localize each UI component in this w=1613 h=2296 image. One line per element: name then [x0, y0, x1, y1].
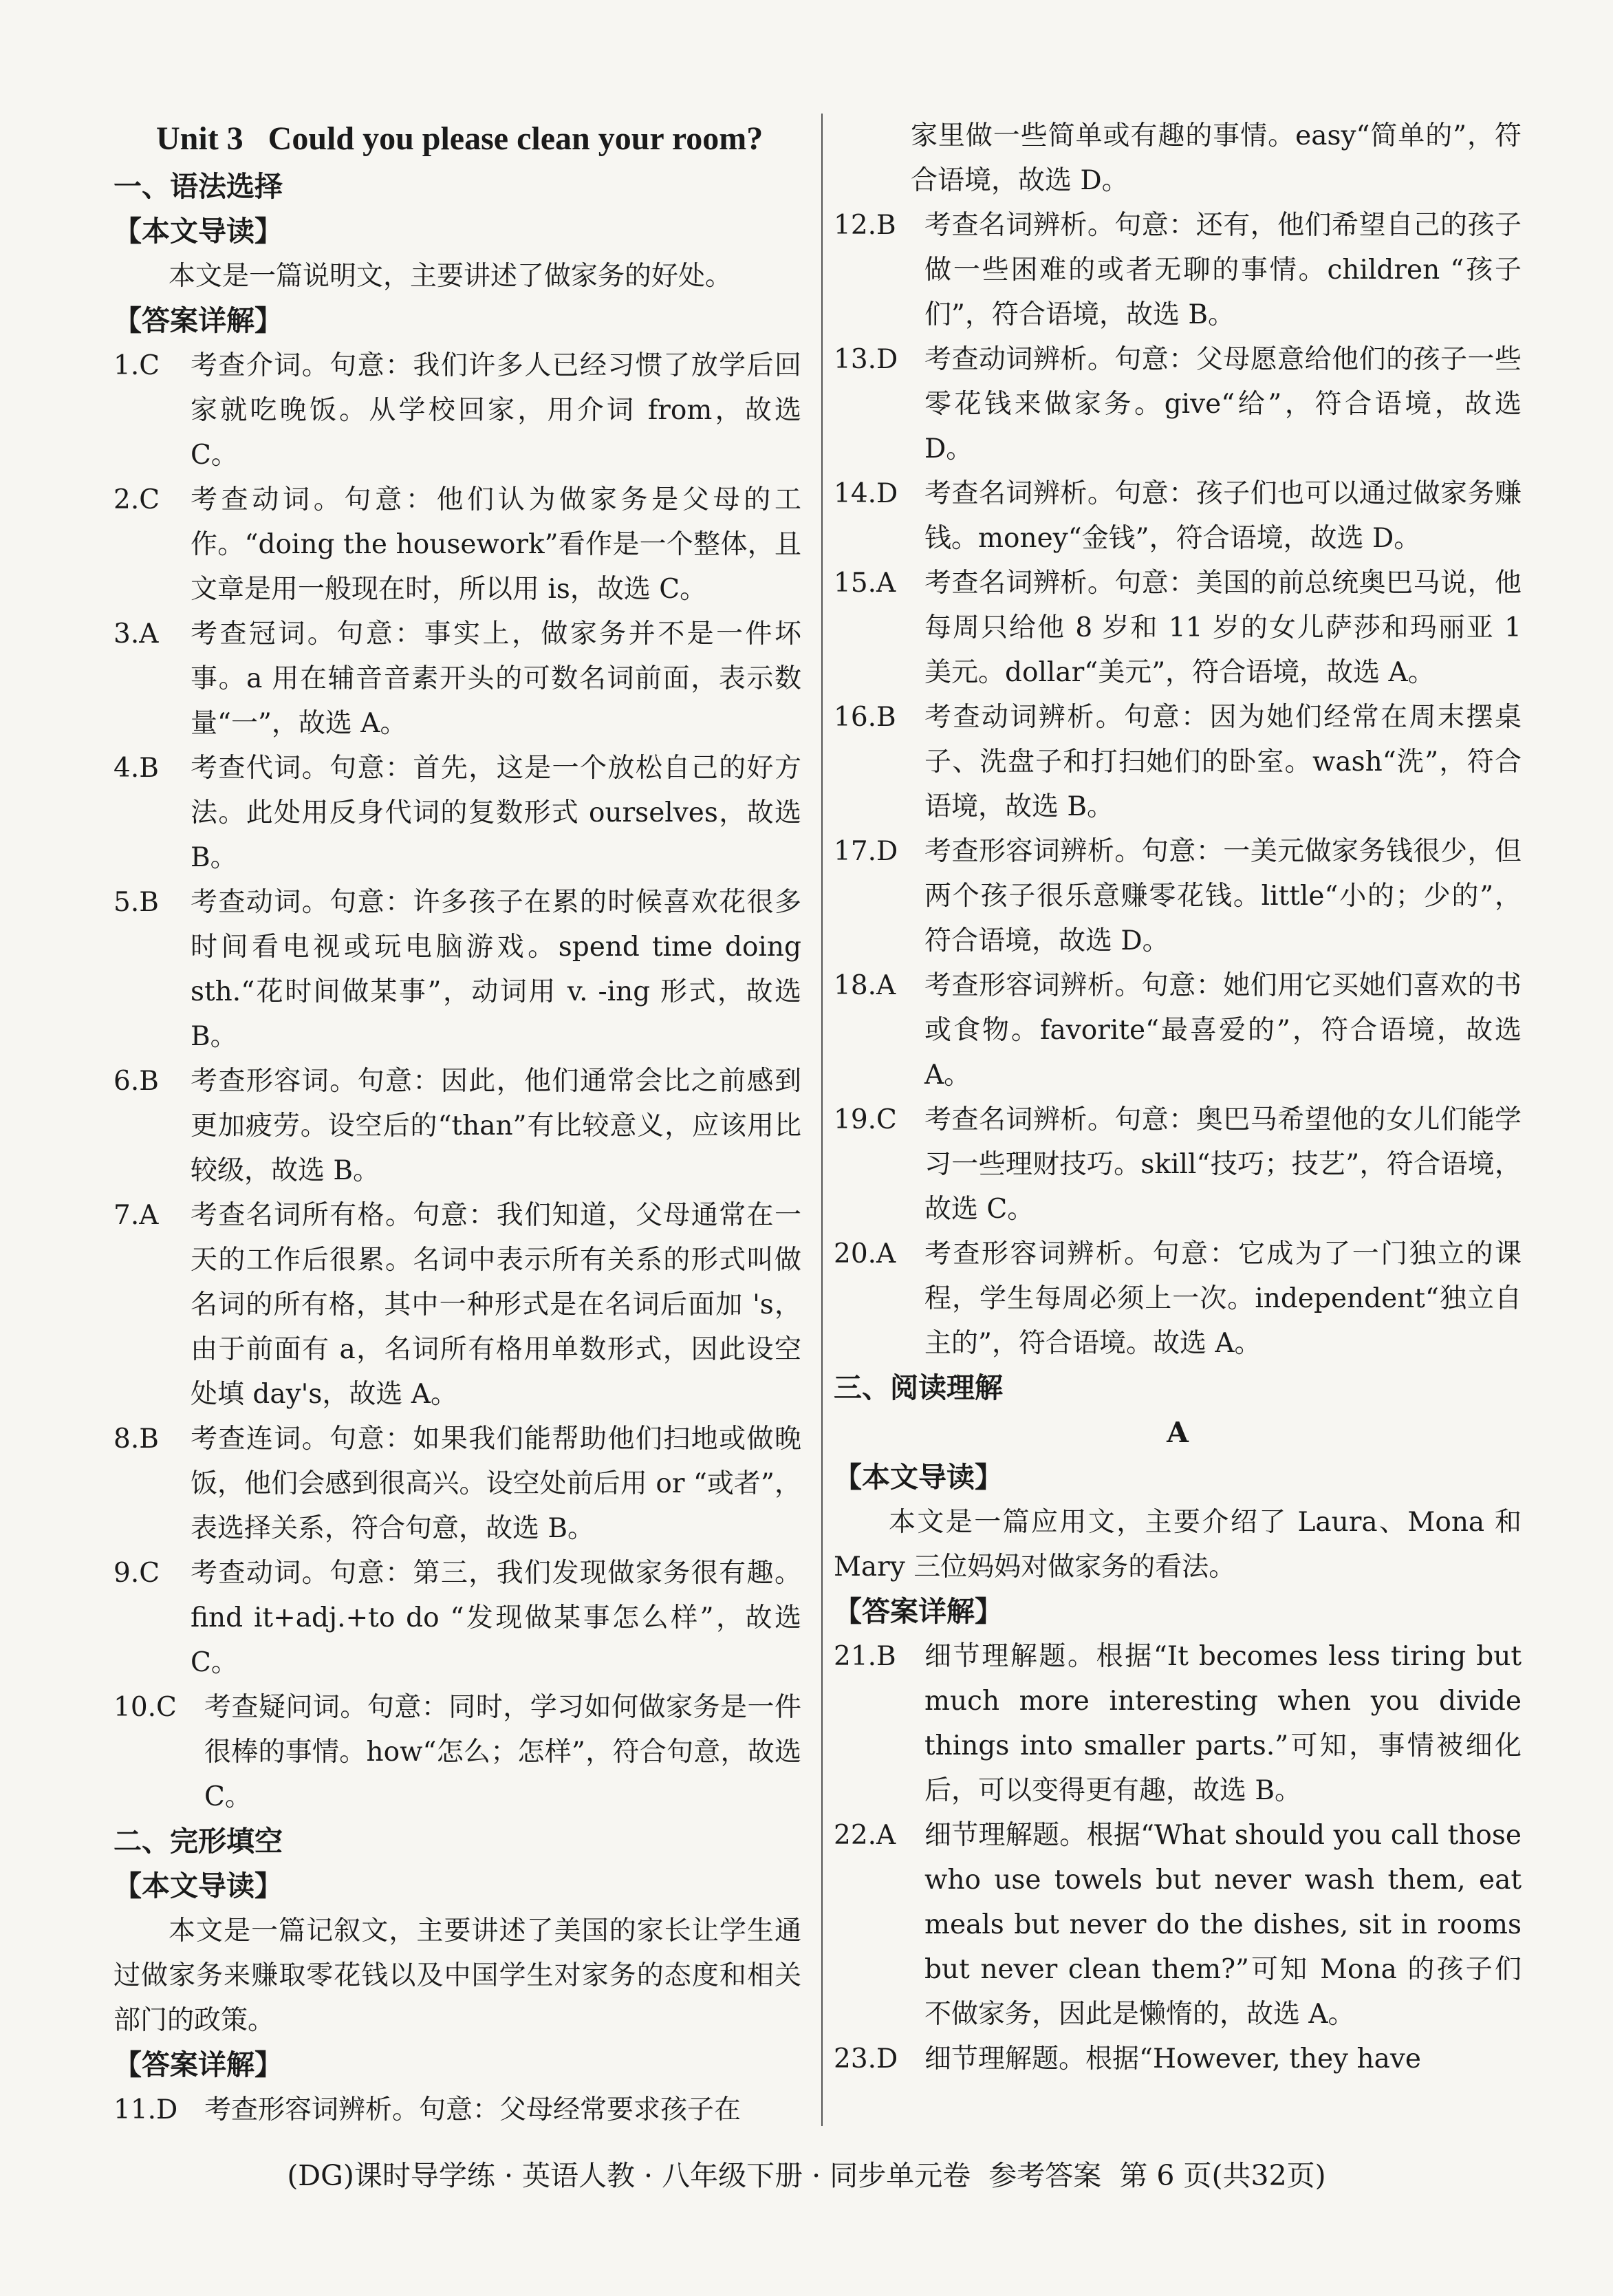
answer-number: 11.D [113, 2094, 178, 2125]
intro-paragraph: 本文是一篇应用文，主要介绍了 Laura、Mona 和 Mary 三位妈妈对做家务的看法。 [834, 1507, 1522, 1582]
answer-text: 考查名词辨析。句意：美国的前总统奥巴马说，他每周只给他 8 岁和 11 岁的女儿萨莎和玛丽亚 1 美元。dollar“美元”，符合语境，故选 A。 [924, 568, 1522, 688]
section-heading-cloze: 二、完形填空 [113, 1825, 283, 1858]
answer-continuation [834, 114, 1522, 203]
answer-number: 21.B [834, 1641, 896, 1672]
answer-text: 考查名词辨析。句意：孩子们也可以通过做家务赚钱。money“金钱”，符合语境，故选 D。 [924, 478, 1522, 554]
answer-text: 考查冠词。句意：事实上，做家务并不是一件坏事。a 用在辅音音素开头的可数名词前面，表示数量“一”，故选 A。 [191, 619, 801, 739]
column-divider [821, 114, 823, 2126]
intro-tag: 【本文导读】 [113, 215, 283, 248]
answer-number: 14.D [834, 478, 898, 509]
answer-text: 考查动词辨析。句意：因为她们经常在周末摆桌子、洗盘子和打扫她们的卧室。wash“洗”，符合语境，故选 B。 [924, 702, 1522, 822]
answer-item [113, 1551, 801, 1685]
answer-item [113, 1685, 801, 1819]
intro-tag: 【本文导读】 [113, 1869, 283, 1902]
answer-number: 8.B [113, 1424, 159, 1455]
answer-item [113, 1417, 801, 1551]
answer-number: 15.A [834, 568, 896, 599]
passage-label: A [1167, 1416, 1189, 1449]
answer-number: 23.D [834, 2043, 898, 2074]
answer-list-grammar [113, 343, 801, 1819]
answer-item [834, 203, 1522, 337]
answer-tag: 【答案详解】 [113, 304, 283, 337]
answer-text: 考查名词辨析。句意：奥巴马希望他的女儿们能学习一些理财技巧。skill“技巧；技艺”，符合语境，故选 C。 [924, 1104, 1522, 1225]
left-column [113, 114, 801, 2132]
answer-text: 家里做一些简单或有趣的事情。easy“简单的”，符合语境，故选 D。 [911, 120, 1522, 196]
answer-text: 考查动词。句意：第三，我们发现做家务很有趣。find it+adj.+to do “发现做某事怎么样”，故选 C。 [191, 1558, 801, 1678]
answer-number: 19.C [834, 1104, 897, 1135]
intro-tag: 【本文导读】 [834, 1461, 1003, 1494]
answer-item [834, 963, 1522, 1097]
answer-number: 12.B [834, 210, 896, 241]
answer-text: 考查动词。句意：许多孩子在累的时候喜欢花很多时间看电视或玩电脑游戏。spend time doing sth.“花时间做某事”，动词用 v. -ing 形式，故选 B。 [191, 887, 801, 1052]
answer-number: 17.D [834, 836, 898, 867]
answer-text: 考查疑问词。句意：同时，学习如何做家务是一件很棒的事情。how“怎么；怎样”，符合句意，故选 C。 [204, 1692, 801, 1812]
answer-item [113, 880, 801, 1059]
right-column [834, 114, 1522, 2081]
intro-paragraph: 本文是一篇说明文，主要讲述了做家务的好处。 [169, 261, 733, 292]
answer-number: 20.A [834, 1238, 896, 1269]
answer-text: 考查动词辨析。句意：父母愿意给他们的孩子一些零花钱来做家务。give“给”，符合语境，故选 D。 [924, 344, 1522, 464]
answer-item [834, 1634, 1522, 1813]
answer-number: 13.D [834, 344, 898, 375]
answer-number: 18.A [834, 970, 896, 1001]
answer-item [834, 337, 1522, 471]
answer-text: 考查名词所有格。句意：我们知道，父母通常在一天的工作后很累。名词中表示所有关系的形式叫做名词的所有格，其中一种形式是在名词后面加 's，由于前面有 a，名词所有格用单数形式，因此设空处填 day's，故选 A。 [191, 1200, 801, 1410]
answer-item [113, 746, 801, 880]
section-heading-grammar: 一、语法选择 [113, 170, 283, 203]
answer-item [113, 478, 801, 612]
answer-item [834, 2037, 1522, 2081]
answer-item [834, 829, 1522, 963]
answer-text: 考查形容词。句意：因此，他们通常会比之前感到更加疲劳。设空后的“than”有比较意义，应该用比较级，故选 B。 [191, 1066, 801, 1186]
answer-text: 考查动词。句意：他们认为做家务是父母的工作。“doing the housework”看作是一个整体，且文章是用一般现在时，所以用 is，故选 C。 [191, 484, 801, 605]
unit-title: Unit 3 Could you please clean your room? [156, 120, 764, 157]
answer-text: 考查形容词辨析。句意：一美元做家务钱很少，但两个孩子很乐意赚零花钱。little“小的；少的”，符合语境，故选 D。 [924, 836, 1522, 956]
page-footer: (DG)课时导学练 · 英语人教 · 八年级下册 · 同步单元卷 参考答案 第 6 页(共32页) [287, 2159, 1326, 2192]
answer-item [834, 561, 1522, 695]
intro-paragraph: 本文是一篇记叙文，主要讲述了美国的家长让学生通过做家务来赚取零花钱以及中国学生对家务的态度和相关部门的政策。 [113, 1916, 801, 2036]
answer-number: 1.C [113, 350, 160, 381]
answer-tag: 【答案详解】 [113, 2048, 283, 2081]
answer-item [834, 1097, 1522, 1232]
answer-number: 22.A [834, 1820, 896, 1851]
answer-list-cloze [113, 2088, 801, 2132]
answer-list-reading [834, 1634, 1522, 2081]
answer-list-cloze-cont [834, 203, 1522, 1366]
answer-text: 细节理解题。根据“However, they have [924, 2043, 1421, 2074]
answer-number: 6.B [113, 1066, 159, 1097]
answer-item [834, 471, 1522, 561]
answer-number: 16.B [834, 702, 896, 733]
answer-item [834, 1232, 1522, 1366]
answer-text: 细节理解题。根据“What should you call those who use towels but never wash them, eat meals but never do the dishes, sit in rooms but never clean them?”可知 Mona 的孩子们不做家务，因此是懒惰的，故选 A。 [924, 1820, 1522, 2030]
answer-item [113, 1059, 801, 1193]
section-heading-reading: 三、阅读理解 [834, 1371, 1003, 1404]
answer-number: 2.C [113, 484, 160, 515]
answer-item [113, 343, 801, 478]
answer-text: 考查形容词辨析。句意：她们用它买她们喜欢的书或食物。favorite“最喜爱的”，符合语境，故选 A。 [924, 970, 1522, 1091]
answer-text: 考查名词辨析。句意：还有，他们希望自己的孩子做一些困难的或者无聊的事情。children “孩子们”，符合语境，故选 B。 [924, 210, 1522, 330]
answer-item [834, 695, 1522, 829]
answer-text: 考查形容词辨析。句意：它成为了一门独立的课程，学生每周必须上一次。independent“独立自主的”，符合语境。故选 A。 [924, 1238, 1522, 1359]
answer-item [834, 1813, 1522, 2037]
answer-item [113, 1193, 801, 1417]
answer-text: 考查代词。句意：首先，这是一个放松自己的好方法。此处用反身代词的复数形式 ourselves，故选 B。 [191, 753, 801, 873]
answer-number: 10.C [113, 1692, 177, 1723]
answer-text: 考查形容词辨析。句意：父母经常要求孩子在 [204, 2094, 741, 2125]
answer-text: 细节理解题。根据“It becomes less tiring but much more interesting when you divide things into smaller parts.”可知，事情被细化后，可以变得更有趣，故选 B。 [924, 1641, 1522, 1806]
answer-tag: 【答案详解】 [834, 1595, 1003, 1628]
answer-item [113, 2088, 801, 2132]
answer-number: 5.B [113, 887, 159, 918]
answer-item [113, 612, 801, 746]
answer-number: 9.C [113, 1558, 160, 1589]
answer-text: 考查连词。句意：如果我们能帮助他们扫地或做晚饭，他们会感到很高兴。设空处前后用 or “或者”，表选择关系，符合句意，故选 B。 [191, 1424, 801, 1544]
answer-number: 4.B [113, 753, 159, 784]
answer-text: 考查介词。句意：我们许多人已经习惯了放学后回家就吃晚饭。从学校回家，用介词 from，故选 C。 [191, 350, 801, 471]
answer-number: 3.A [113, 619, 159, 650]
answer-number: 7.A [113, 1200, 159, 1231]
